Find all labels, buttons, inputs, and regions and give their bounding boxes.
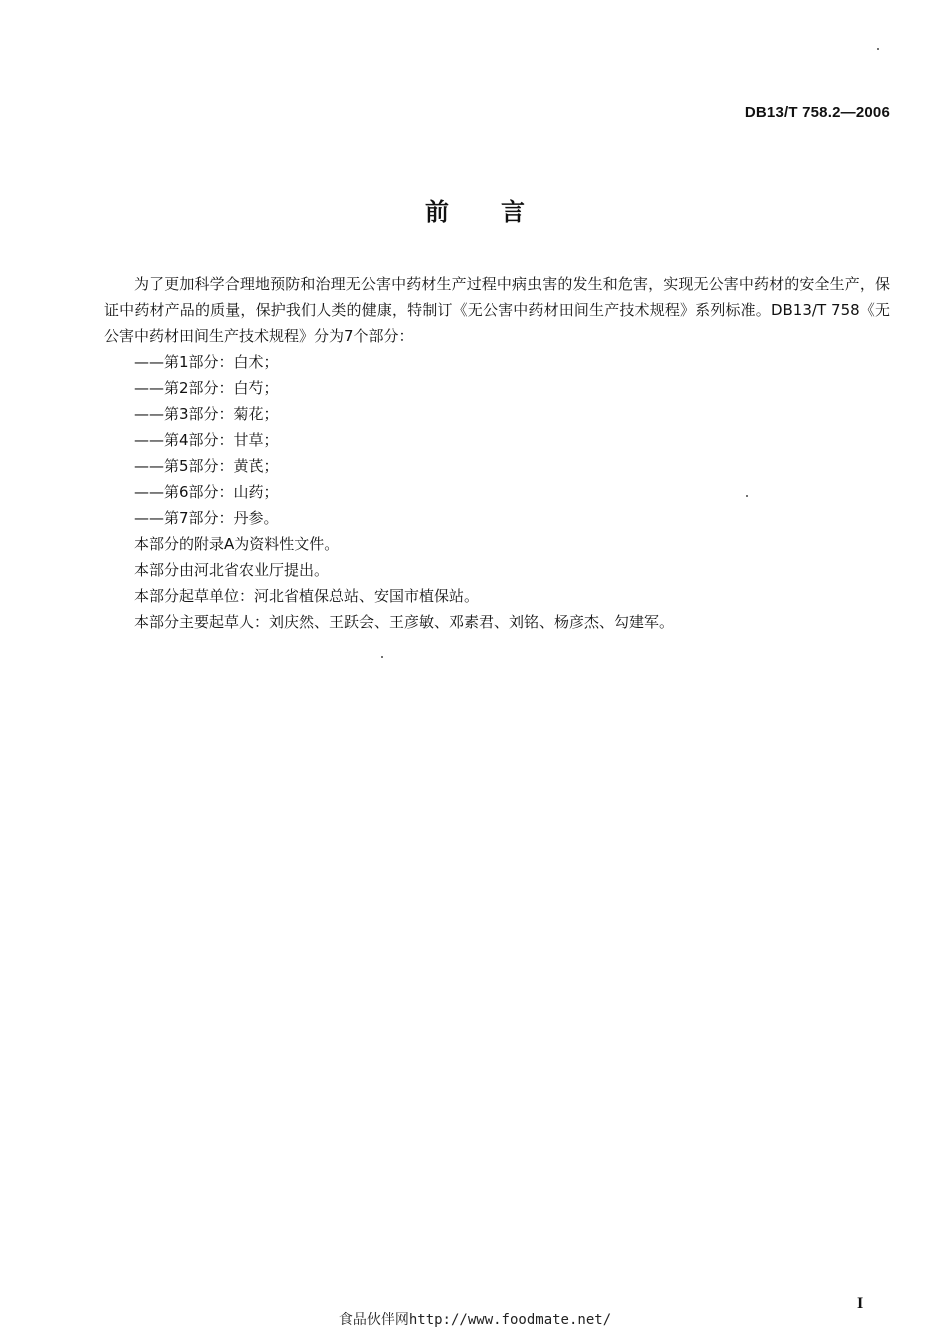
list-item: ——第2部分：白芍； [134, 379, 279, 397]
proposer-statement: 本部分由河北省农业厅提出。 [134, 561, 330, 579]
page-title: 前言 [425, 198, 577, 226]
list-item: ——第6部分：山药； [134, 483, 279, 501]
drafting-units-statement: 本部分起草单位：河北省植保总站、安国市植保站。 [134, 587, 480, 605]
list-item: ——第5部分：黄芪； [134, 457, 279, 475]
intro-paragraph: 为了更加科学合理地预防和治理无公害中药材生产过程中病虫害的发生和危害，实现无公害中药材的安全生产，保证中药材产品的质量，保护我们人类的健康，特制订《无公害中药材田间生产技术规程》系列标准。DB13/T 758《无公害中药材田间生产技术规程》分为7个部分： [104, 275, 890, 345]
scan-speck [746, 495, 748, 497]
drafters-statement: 本部分主要起草人：刘庆然、王跃会、王彦敏、邓素君、刘铭、杨彦杰、勾建军。 [134, 613, 675, 631]
list-item: ——第4部分：甘草； [134, 431, 279, 449]
list-item: ——第3部分：菊花； [134, 405, 279, 423]
page-number: I [857, 1295, 864, 1312]
foreword-body [104, 271, 890, 635]
annex-statement: 本部分的附录A为资料性文件。 [134, 535, 340, 553]
scan-speck [877, 48, 879, 50]
parts-list [104, 349, 890, 531]
scan-speck [381, 656, 383, 658]
list-item: ——第7部分：丹参。 [134, 509, 279, 527]
standard-number: DB13/T 758.2—2006 [744, 104, 890, 121]
list-item: ——第1部分：白术； [134, 353, 279, 371]
footer-watermark-text: 食品伙伴网http://www.foodmate.net/ [338, 1312, 612, 1328]
